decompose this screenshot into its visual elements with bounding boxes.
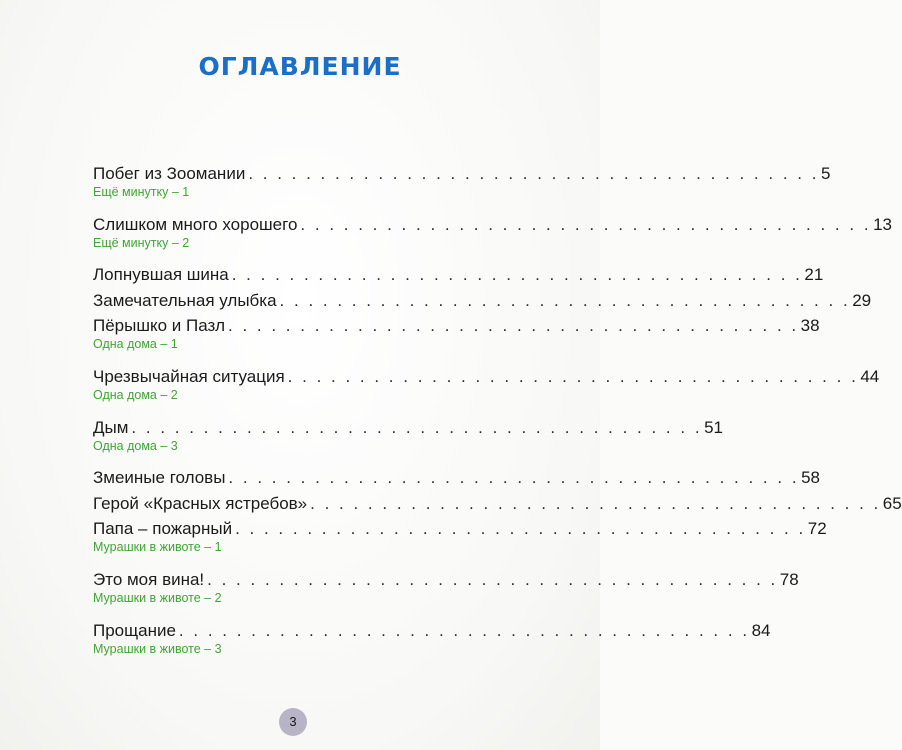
toc-entry-title: Пёрышко и Пазл	[93, 316, 226, 336]
toc-entry	[93, 569, 799, 620]
toc-leader-dots: . . . . . . . . . . . . . . . . . . . . . . . . . . . . . . . . . . . . . . . .	[287, 367, 859, 387]
toc-entry-page: 78	[779, 570, 799, 590]
toc-leader-dots: . . . . . . . . . . . . . . . . . . . . . . . . . . . . . . . . . . . . . . . .	[231, 265, 803, 285]
toc-entry-subtitle: Мурашки в животе – 1	[93, 540, 222, 555]
toc-entry-page: 38	[800, 316, 820, 336]
toc-entry-subtitle: Ещё минутку – 2	[93, 235, 190, 250]
toc-leader-dots: . . . . . . . . . . . . . . . . . . . . . . . . . . . . . . . . . . . . . . . .	[228, 316, 799, 336]
toc-entry-title: Дым	[93, 417, 129, 437]
toc-leader-dots: . . . . . . . . . . . . . . . . . . . . . . . . . . . . . . . . . . . . . . . .	[228, 468, 800, 488]
toc-entry-title: Лопнувшая шина	[93, 265, 229, 285]
toc-entry	[93, 467, 820, 493]
toc-entry-page: 65	[882, 493, 902, 513]
toc-leader-dots: . . . . . . . . . . . . . . . . . . . . . . . . . . . . . . . . . . . . . . . .	[248, 164, 819, 183]
toc-entry	[93, 417, 723, 468]
toc-entry-title: Чрезвычайная ситуация	[93, 367, 285, 387]
toc-entry-page: 72	[807, 519, 827, 539]
toc-leader-dots: . . . . . . . . . . . . . . . . . . . . . . . . . . . . . . . . . . . . . . . .	[207, 570, 778, 590]
toc-leader-dots: . . . . . . . . . . . . . . . . . . . . . . . . . . . . . . . . . . . . . . . .	[300, 214, 872, 234]
toc-leader-dots: . . . . . . . . . . . . . . . . . . . . . . . . . . . . . . . . . . . . . . . .	[178, 620, 750, 640]
toc-entry-page: 29	[852, 290, 872, 310]
toc-entry-page: 21	[804, 265, 824, 285]
toc-entry	[93, 264, 824, 290]
toc-entry-subtitle: Одна дома – 3	[93, 438, 178, 453]
toc-entry-subtitle: Ещё минутку – 1	[93, 185, 190, 199]
page-title: ОГЛАВЛЕНИЕ	[198, 52, 402, 81]
toc-entry-subtitle: Одна дома – 2	[93, 388, 178, 403]
toc-entry-page: 84	[751, 620, 771, 640]
toc-entry	[93, 366, 880, 417]
toc-leader-dots: . . . . . . . . . . . . . . . . . . . . . . . . . . . . . . . . . . . . . . . .	[131, 417, 703, 437]
toc-leader-dots: . . . . . . . . . . . . . . . . . . . . . . . . . . . . . . . . . . . . . . . .	[310, 493, 881, 513]
toc-leader-dots: . . . . . . . . . . . . . . . . . . . . . . . . . . . . . . . . . . . . . . . .	[279, 290, 851, 310]
toc-entry	[93, 214, 892, 265]
toc-entry-title: Папа – пожарный	[93, 519, 233, 539]
table-of-contents	[93, 163, 902, 671]
toc-entry-page: 51	[704, 417, 723, 437]
toc-entry-title: Слишком много хорошего	[93, 214, 298, 234]
toc-leader-dots: . . . . . . . . . . . . . . . . . . . . . . . . . . . . . . . . . . . . . . . .	[235, 519, 806, 539]
toc-entry-page: 5	[820, 164, 831, 183]
toc-entry-subtitle: Мурашки в животе – 3	[93, 641, 222, 656]
toc-entry-subtitle: Мурашки в животе – 2	[93, 591, 222, 606]
toc-entry-title: Побег из Зоомании	[93, 164, 246, 183]
page-number-badge: 3	[279, 708, 307, 736]
toc-entry-title: Герой «Красных ястребов»	[93, 493, 308, 513]
toc-entry-page: 58	[801, 468, 820, 488]
toc-entry	[93, 290, 872, 316]
toc-entry-title: Это моя вина!	[93, 570, 205, 590]
toc-entry	[93, 518, 827, 569]
toc-entry-title: Замечательная улыбка	[93, 290, 277, 310]
toc-entry	[93, 163, 831, 214]
toc-entry-page: 13	[873, 214, 892, 234]
toc-entry-title: Прощание	[93, 620, 176, 640]
toc-entry-subtitle: Одна дома – 1	[93, 337, 178, 352]
toc-entry-title: Змеиные головы	[93, 468, 226, 488]
toc-entry-page: 44	[860, 367, 880, 387]
toc-entry	[93, 620, 771, 671]
toc-entry	[93, 315, 820, 366]
toc-entry	[93, 493, 902, 519]
